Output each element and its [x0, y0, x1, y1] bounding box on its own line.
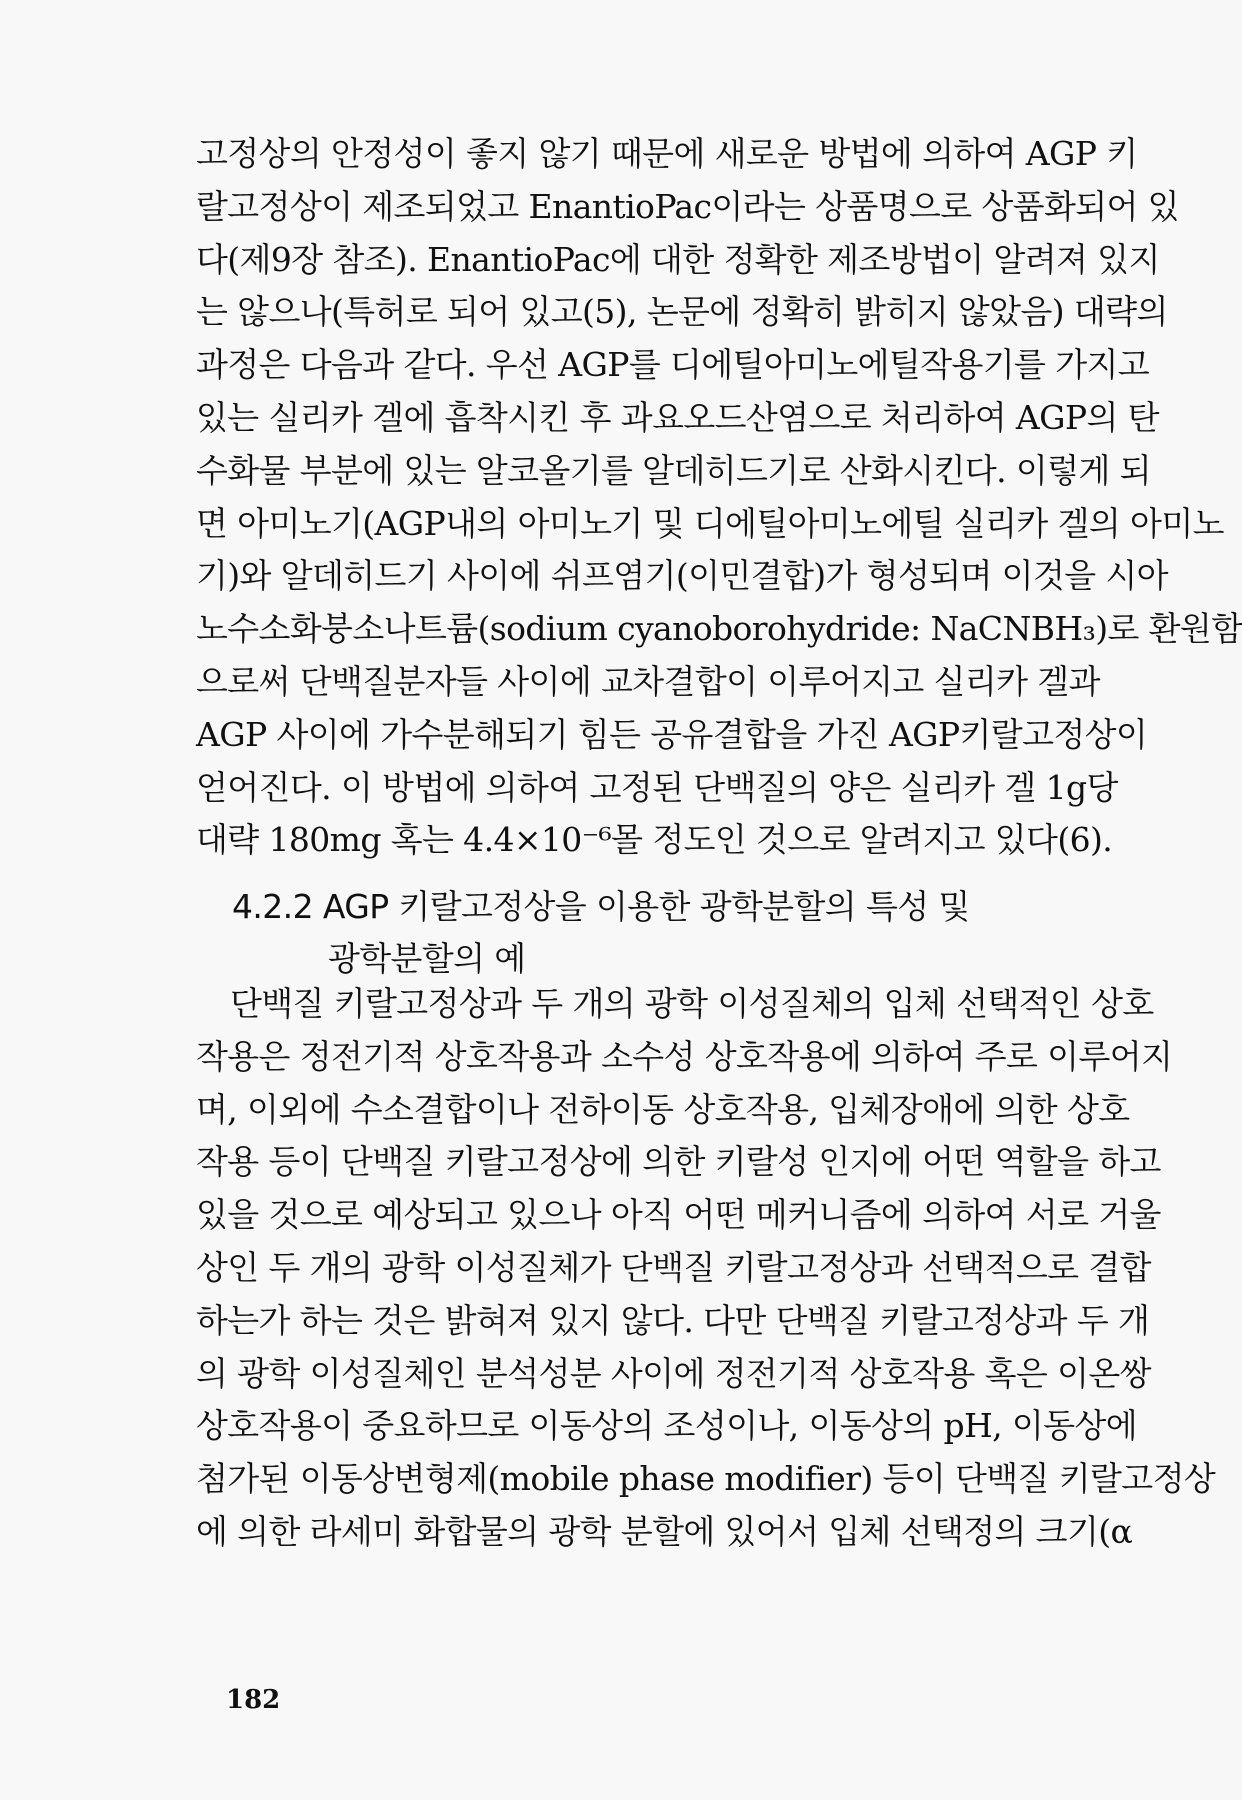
section-heading-line: 광학분할의 예: [328, 939, 526, 978]
text-line: 수화물 부분에 있는 알코올기를 알데히드기로 산화시킨다. 이렇게 되: [196, 450, 1151, 490]
paragraph-2: [196, 978, 1216, 1559]
text-line: 하는가 하는 것은 밝혀져 있지 않다. 다만 단백질 키랄고정상과 두 개: [196, 1300, 1150, 1340]
section-heading: [232, 881, 1012, 985]
text-line: 대략 180mg 혹는 4.4×10⁻⁶몰 정도인 것으로 알려지고 있다(6).: [196, 820, 1113, 860]
text-line: 단백질 키랄고정상과 두 개의 광학 이성질체의 입체 선택적인 상호: [230, 984, 1154, 1023]
text-line: 있을 것으로 예상되고 있으나 아직 어떤 메커니즘에 의하여 서로 거울: [196, 1195, 1161, 1235]
text-line: 고정상의 안정성이 좋지 않기 때문에 새로운 방법에 의하여 AGP 키: [196, 134, 1138, 173]
text-line: 에 의한 라세미 화합물의 광학 분할에 있어서 입체 선택정의 크기(α: [196, 1511, 1133, 1551]
text-line: 랄고정상이 제조되었고 EnantioPac이라는 상품명으로 상품화되어 있: [196, 186, 1179, 226]
text-line: 기)와 알데히드기 사이에 쉬프염기(이민결합)가 형성되며 이것을 시아: [196, 556, 1168, 596]
text-line: 으로써 단백질분자들 사이에 교차결합이 이루어지고 실리카 겔과: [196, 661, 1100, 701]
section-heading-line: 4.2.2 AGP 키랄고정상을 이용한 광학분할의 특성 및: [232, 887, 970, 926]
text-line: 노수소화붕소나트륨(sodium cyanoborohydride: NaCNBH₃)로 환원함: [196, 609, 1242, 649]
text-line: 얻어진다. 이 방법에 의하여 고정된 단백질의 양은 실리카 겔 1g당: [196, 767, 1118, 807]
text-line: 며, 이외에 수소결합이나 전하이동 상호작용, 입체장애에 의한 상호: [196, 1089, 1130, 1129]
paragraph-1: [196, 128, 1242, 867]
text-line: 의 광학 이성질체인 분석성분 사이에 정전기적 상호작용 혹은 이온쌍: [196, 1353, 1151, 1393]
text-line: 첨가된 이동상변형제(mobile phase modifier) 등이 단백질 키랄고정상: [196, 1459, 1216, 1499]
text-line: 면 아미노기(AGP내의 아미노기 및 디에틸아미노에틸 실리카 겔의 아미노: [196, 503, 1224, 543]
text-line: 과정은 다음과 같다. 우선 AGP를 디에틸아미노에틸작용기를 가지고: [196, 345, 1150, 385]
text-line: 상호작용이 중요하므로 이동상의 조성이나, 이동상의 pH, 이동상에: [196, 1406, 1138, 1446]
text-line: 작용 등이 단백질 키랄고정상에 의한 키랄성 인지에 어떤 역할을 하고: [196, 1142, 1161, 1182]
text-line: 있는 실리카 겔에 흡착시킨 후 과요오드산염으로 처리하여 AGP의 탄: [196, 397, 1159, 437]
text-line: 다(제9장 참조). EnantioPac에 대한 정확한 제조방법이 알려져 있지: [196, 239, 1160, 279]
page-number: 182: [226, 1685, 281, 1715]
text-line: AGP 사이에 가수분해되기 힘든 공유결합을 가진 AGP키랄고정상이: [196, 714, 1148, 754]
text-line: 상인 두 개의 광학 이성질체가 단백질 키랄고정상과 선택적으로 결합: [196, 1247, 1151, 1287]
text-line: 는 않으나(특허로 되어 있고(5), 논문에 정확히 밝히지 않았음) 대략의: [196, 292, 1168, 332]
text-line: 작용은 정전기적 상호작용과 소수성 상호작용에 의하여 주로 이루어지: [196, 1036, 1173, 1076]
